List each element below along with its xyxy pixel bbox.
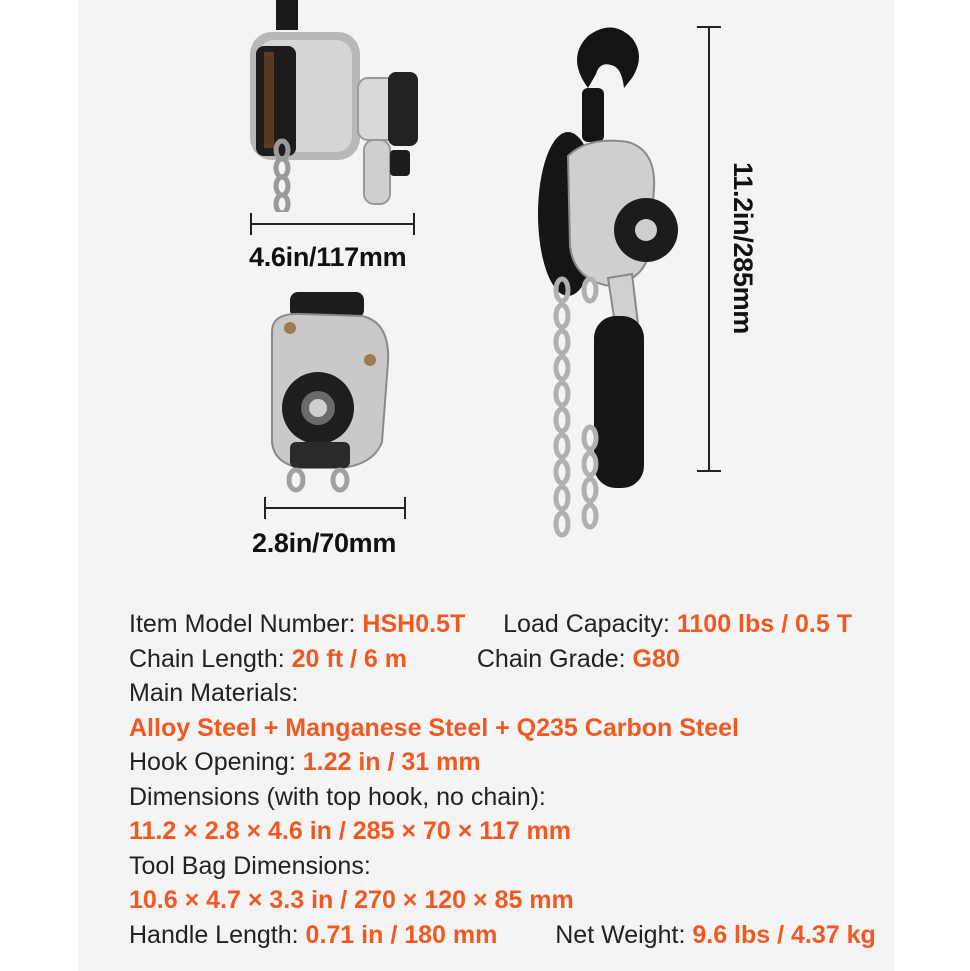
- materials-label: Main Materials:: [129, 679, 299, 707]
- spec-list: [129, 607, 876, 952]
- spec-row-model-capacity: [129, 607, 869, 642]
- capacity-value: 1100 lbs / 0.5 T: [676, 610, 852, 638]
- spec-row-chain: [129, 642, 869, 677]
- chain-grade-value: G80: [632, 644, 680, 673]
- handle-value: 0.71 in / 180 mm: [305, 920, 498, 949]
- handle-label: Handle Length:: [129, 920, 299, 949]
- depth-dimension-tick-left: [264, 497, 266, 519]
- dims-value: 11.2 × 2.8 × 4.6 in / 285 × 70 × 117 mm: [129, 817, 572, 845]
- height-dimension-tick-bottom: [697, 470, 721, 472]
- spec-row-materials-value: [129, 711, 869, 746]
- capacity-label: Load Capacity:: [503, 610, 670, 638]
- hoist-top-view-image: [238, 0, 428, 212]
- width-dimension-line: [250, 223, 415, 225]
- width-dimension-label: 4.6in/117mm: [249, 242, 407, 272]
- materials-value: Alloy Steel + Manganese Steel + Q235 Carbon Steel: [129, 713, 739, 742]
- width-dimension-tick-right: [413, 213, 415, 235]
- hook-label: Hook Opening:: [129, 748, 296, 776]
- weight-label: Net Weight:: [555, 920, 686, 949]
- spec-row-materials-label: [129, 676, 869, 711]
- model-label: Item Model Number:: [129, 610, 356, 638]
- depth-dimension-label: 2.8in/70mm: [252, 528, 397, 558]
- hoist-side-view-image: [262, 292, 402, 498]
- bag-value: 10.6 × 4.7 × 3.3 in / 270 × 120 × 85 mm: [129, 886, 574, 914]
- chain-grade-label: Chain Grade:: [476, 644, 626, 673]
- chain-length-label: Chain Length:: [129, 644, 285, 673]
- spec-row-handle-weight: [129, 918, 876, 953]
- chain-length-value: 20 ft / 6 m: [291, 644, 407, 673]
- width-dimension-tick-left: [250, 213, 252, 235]
- depth-dimension-tick-right: [404, 497, 406, 519]
- spec-row-bag-label: [129, 849, 869, 884]
- model-value: HSH0.5T: [362, 610, 466, 638]
- height-dimension-tick-top: [697, 26, 721, 28]
- height-dimension-label: 11.2in/285mm: [728, 162, 758, 335]
- weight-value: 9.6 lbs / 4.37 kg: [692, 920, 876, 949]
- height-dimension-line: [708, 26, 710, 472]
- depth-dimension-line: [264, 507, 406, 509]
- spec-row-dims-value: [129, 814, 869, 849]
- spec-row-dims-label: [129, 780, 869, 815]
- hook-value: 1.22 in / 31 mm: [302, 748, 481, 776]
- lever-hoist-image: [528, 18, 688, 540]
- dims-label: Dimensions (with top hook, no chain):: [129, 782, 546, 811]
- spec-row-bag-value: [129, 883, 869, 918]
- bag-label: Tool Bag Dimensions:: [129, 851, 371, 880]
- spec-row-hook: [129, 745, 869, 780]
